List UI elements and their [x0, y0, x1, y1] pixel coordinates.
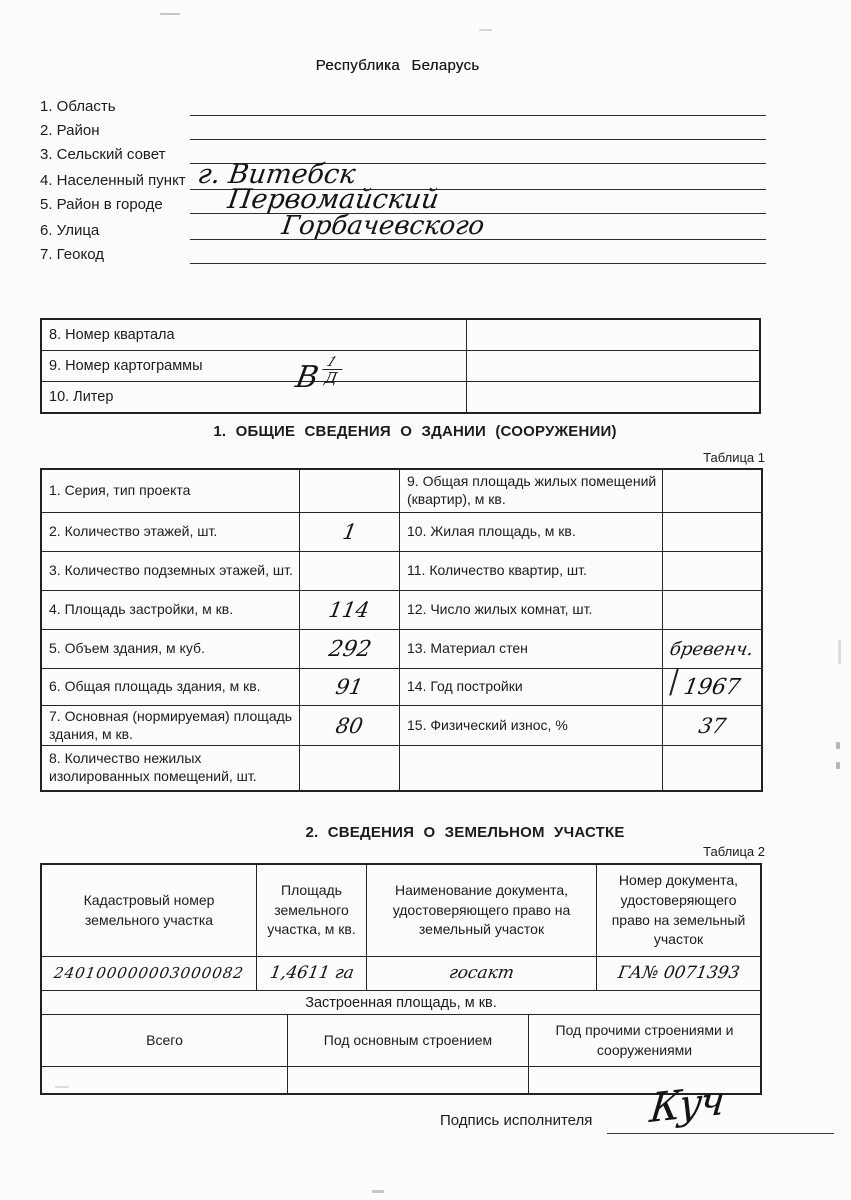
field-line-geocode: [190, 263, 766, 264]
quarter-number-label: 8. Номер квартала: [42, 320, 467, 350]
table-row: [42, 1015, 760, 1067]
table2-label: Таблица 2: [703, 844, 765, 859]
t1-value-15: 37: [663, 706, 761, 746]
section1-title: 1. ОБЩИЕ СВЕДЕНИЯ О ЗДАНИИ (СООРУЖЕНИИ): [213, 423, 617, 440]
t2-header-doc-number: Номер документа, удостоверяющего право на земельный участок: [611, 872, 746, 948]
t1-label-10: 10. Жилая площадь, м кв.: [400, 513, 663, 552]
executor-signature: Куч: [647, 1077, 726, 1133]
field-label-raion: 2. Район: [40, 122, 100, 139]
t1-value-9: [663, 470, 761, 513]
t1-value-blank: [663, 746, 761, 790]
table-row: [42, 991, 760, 1015]
field-row-geocode: [40, 243, 766, 264]
field-line-raion: [190, 139, 766, 140]
quarter-number-value: [467, 320, 759, 350]
t1-label-12: 12. Число жилых комнат, шт.: [400, 591, 663, 630]
t2-value-cadastral: 240100000003000082: [42, 957, 257, 990]
field-label-settlement: 4. Населенный пункт: [40, 172, 186, 189]
t2-value-area: 1,4611 га: [257, 957, 367, 990]
handwritten-city-district-value: Первомайский: [225, 184, 441, 215]
cartogram-number-value: [467, 351, 759, 381]
t1-label-7: 7. Основная (нормируемая) площадь здания, м кв.: [42, 706, 300, 746]
t1-label-9: 9. Общая площадь жилых помещений (квартир), м кв.: [400, 470, 663, 513]
t2-value-doc-number: ГА№ 0071393: [616, 962, 741, 983]
litera-fraction: [321, 357, 341, 386]
t1-label-6: 6. Общая площадь здания, м кв.: [42, 669, 300, 706]
scan-speck: [372, 1190, 384, 1193]
handwritten-litera-value: [293, 355, 341, 395]
scan-speck: [479, 29, 492, 31]
t2-value-doc-name: госакт: [367, 957, 597, 990]
t1-value-11: [663, 552, 761, 591]
t2-header-area: Площадь земельного участка, м кв.: [257, 865, 367, 956]
handwritten-street-value: Горбачевского: [279, 211, 487, 241]
t1-value-3: [300, 552, 400, 591]
section2-title: 2. СВЕДЕНИЯ О ЗЕМЕЛЬНОМ УЧАСТКЕ: [305, 824, 625, 841]
table-row: [42, 382, 759, 412]
table-row: [42, 865, 760, 957]
field-line-oblast: [190, 115, 766, 116]
t1-value-10: [663, 513, 761, 552]
t1-value-12: [663, 591, 761, 630]
t1-label-5: 5. Объем здания, м куб.: [42, 630, 300, 669]
table-row: [42, 957, 760, 991]
t2-header-total: Всего: [42, 1015, 288, 1066]
scan-speck: [160, 13, 180, 15]
t2-header-doc-name: Наименование документа, удостоверяющего право на земельный участок: [367, 865, 597, 956]
field-label-city-district: 5. Район в городе: [40, 196, 163, 213]
litera-fraction-denominator: Д: [320, 369, 343, 386]
t1-label-8: 8. Количество нежилых изолированных помещений, шт.: [42, 746, 300, 790]
t2-built-up-area-label: Застроенная площадь, м кв.: [305, 994, 497, 1011]
field-label-selsovet: 3. Сельский совет: [40, 146, 166, 163]
litera-fraction-numerator: 1: [323, 355, 340, 370]
t1-value-5: 292: [300, 630, 400, 669]
t1-value-7: 80: [300, 706, 400, 746]
litera-value-cell: [467, 382, 759, 412]
t1-value-14: 1967: [663, 669, 761, 706]
t1-value-6: 91: [300, 669, 400, 706]
t2-value-total: [42, 1067, 288, 1093]
t1-label-3: 3. Количество подземных этажей, шт.: [42, 552, 300, 591]
t2-header-main-building: Под основным строением: [288, 1015, 529, 1066]
quarter-table: [40, 318, 761, 414]
t1-label-13: 13. Материал стен: [400, 630, 663, 669]
t2-header-other-buildings: Под прочими строениями и сооружениями: [555, 1021, 734, 1058]
field-row-raion: [40, 119, 766, 140]
field-label-oblast: 1. Область: [40, 98, 116, 115]
t1-value-1: [300, 470, 400, 513]
handwritten-settlement-value: г. Витебск: [195, 159, 358, 190]
building-info-table: [40, 468, 763, 792]
litera-label: 10. Литер: [42, 382, 467, 412]
t2-header-cadastral: Кадастровый номер земельного участка: [42, 865, 257, 956]
field-row-oblast: [40, 95, 766, 116]
t1-label-15: 15. Физический износ, %: [400, 706, 663, 746]
t1-label-14: 14. Год постройки: [400, 669, 663, 706]
t1-value-4: 114: [300, 591, 400, 630]
scan-speck: [836, 762, 840, 769]
table-row: [42, 351, 759, 382]
t1-label-11: 11. Количество квартир, шт.: [400, 552, 663, 591]
page-title: Республика Беларусь: [315, 57, 480, 74]
t1-label-blank: [400, 746, 663, 790]
table1-label: Таблица 1: [703, 450, 765, 465]
t1-label-1: 1. Серия, тип проекта: [42, 470, 300, 513]
executor-signature-label: Подпись исполнителя: [440, 1112, 593, 1129]
land-plot-table: [40, 863, 762, 1095]
scan-speck: [836, 742, 840, 749]
t1-value-8: [300, 746, 400, 790]
field-label-geocode: 7. Геокод: [40, 246, 104, 263]
t1-label-4: 4. Площадь застройки, м кв.: [42, 591, 300, 630]
scan-speck: [838, 640, 841, 664]
t1-label-2: 2. Количество этажей, шт.: [42, 513, 300, 552]
t2-value-main-building: [288, 1067, 529, 1093]
litera-letter: В: [293, 360, 322, 395]
field-row-selsovet: [40, 143, 766, 164]
cartogram-number-label: 9. Номер картограммы: [42, 351, 467, 381]
table-row: [42, 320, 759, 351]
t2-value-other-buildings: [529, 1067, 760, 1093]
t1-value-2: 1: [300, 513, 400, 552]
t1-value-13: бревенч.: [663, 630, 761, 669]
field-label-street: 6. Улица: [40, 222, 100, 239]
scan-speck: [55, 1086, 69, 1088]
